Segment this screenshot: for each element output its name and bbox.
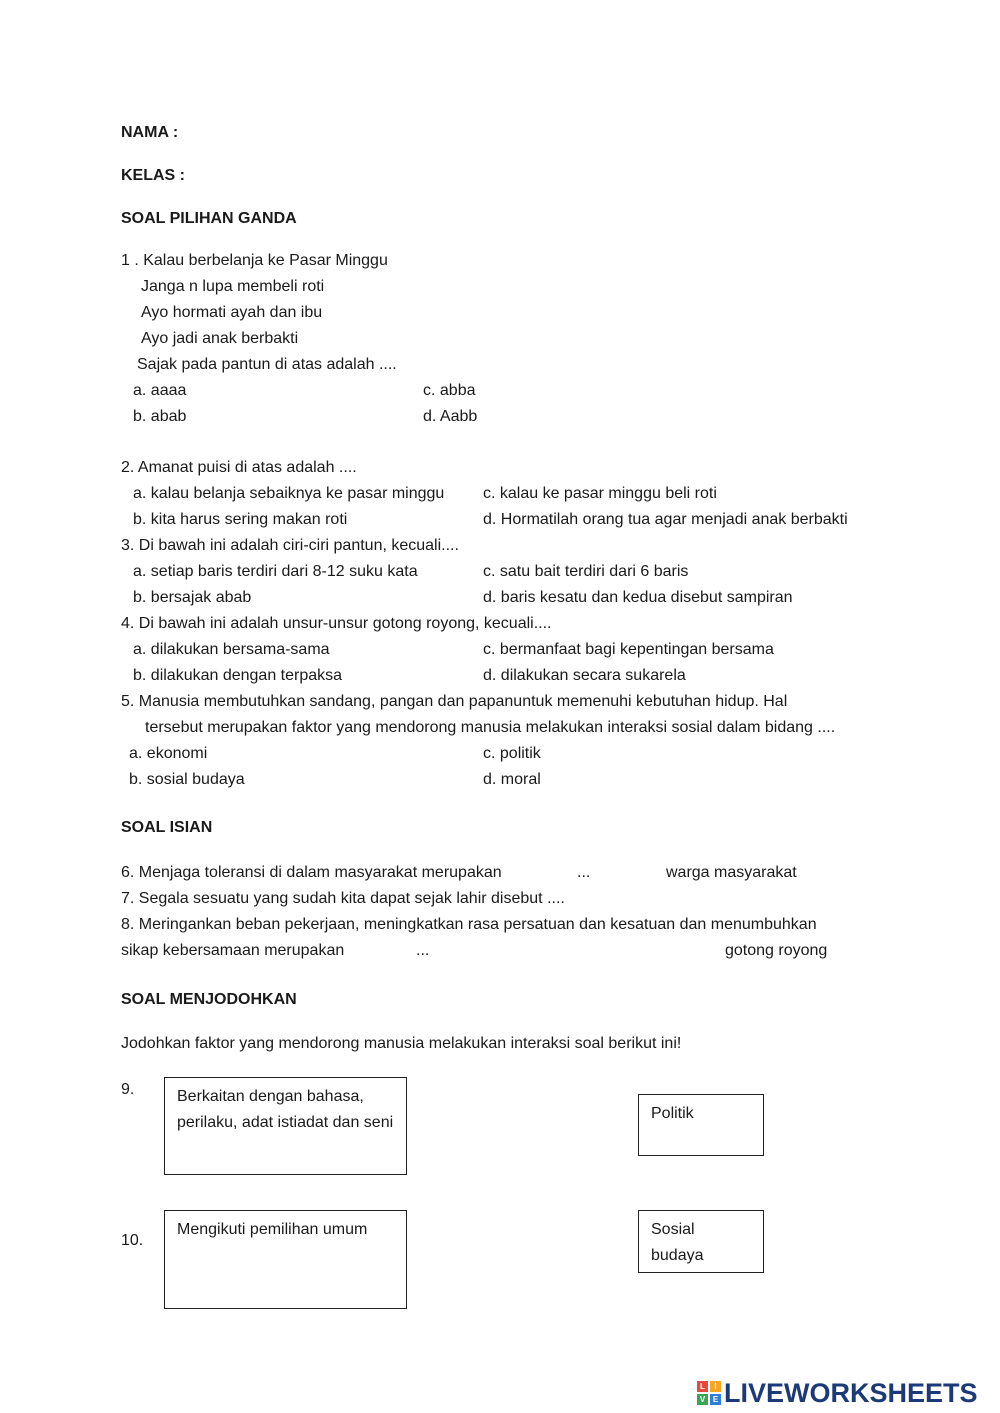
q1-option-b: b. abab (133, 408, 187, 425)
answer-box-politik[interactable]: Politik (638, 1094, 764, 1156)
q9-statement-box[interactable]: Berkaitan dengan bahasa, perilaku, adat istiadat dan seni (164, 1077, 407, 1175)
q1-line1: 1 . Kalau berbelanja ke Pasar Minggu (121, 252, 388, 269)
q6-after: warga masyarakat (666, 864, 797, 881)
q2-option-a: a. kalau belanja sebaiknya ke pasar minggu (133, 485, 445, 502)
q1-line4: Ayo jadi anak berbakti (141, 330, 299, 347)
liveworksheets-logo (697, 1377, 978, 1408)
q6-blank[interactable]: ... (577, 864, 591, 881)
q5-option-c: c. politik (483, 745, 541, 762)
q2-question: 2. Amanat puisi di atas adalah .... (121, 459, 357, 476)
q4-option-b: b. dilakukan dengan terpaksa (133, 667, 343, 684)
q8-line2: sikap kebersamaan merupakan (121, 942, 345, 959)
q1-option-d: d. Aabb (423, 408, 478, 425)
q7-text: 7. Segala sesuatu yang sudah kita dapat sejak lahir disebut .... (121, 890, 565, 907)
q6-text: 6. Menjaga toleransi di dalam masyarakat merupakan (121, 864, 502, 881)
q4-option-c: c. bermanfaat bagi kepentingan bersama (483, 641, 774, 658)
q10-statement-box[interactable]: Mengikuti pemilihan umum (164, 1210, 407, 1309)
q3-question: 3. Di bawah ini adalah ciri-ciri pantun, kecuali.... (121, 537, 459, 554)
q1-line3: Ayo hormati ayah dan ibu (141, 304, 323, 321)
q1-option-a: a. aaaa (133, 382, 187, 399)
q1-option-c: c. abba (423, 382, 476, 399)
q5-line2: tersebut merupakan faktor yang mendorong manusia melakukan interaksi sosial dalam bidang .... (145, 719, 836, 736)
kelas-label: KELAS : (121, 167, 185, 184)
q10-number: 10. (121, 1232, 144, 1249)
q4-question: 4. Di bawah ini adalah unsur-unsur gotong royong, kecuali.... (121, 615, 552, 632)
q4-option-d: d. dilakukan secara sukarela (483, 667, 686, 684)
logo-square: E (710, 1394, 721, 1405)
section-title-pilihan-ganda: SOAL PILIHAN GANDA (121, 210, 297, 227)
q2-option-c: c. kalau ke pasar minggu beli roti (483, 485, 717, 502)
q3-option-b: b. bersajak abab (133, 589, 252, 606)
section-title-isian: SOAL ISIAN (121, 819, 213, 836)
q3-option-c: c. satu bait terdiri dari 6 baris (483, 563, 689, 580)
q1-line2: Janga n lupa membeli roti (141, 278, 325, 295)
logo-square: L (697, 1381, 708, 1392)
q2-option-d: d. Hormatilah orang tua agar menjadi anak berbakti (483, 511, 848, 528)
logo-square: V (697, 1394, 708, 1405)
q8-blank[interactable]: ... (416, 942, 430, 959)
q9-number: 9. (121, 1081, 135, 1098)
answer-box-sosial-budaya[interactable]: Sosial budaya (638, 1210, 764, 1273)
matching-instruction: Jodohkan faktor yang mendorong manusia melakukan interaksi soal berikut ini! (121, 1035, 682, 1052)
q5-option-d: d. moral (483, 771, 541, 788)
logo-squares-icon (697, 1381, 721, 1405)
q5-line1: 5. Manusia membutuhkan sandang, pangan dan papanuntuk memenuhi kebutuhan hidup. Hal (121, 693, 788, 710)
section-title-menjodohkan: SOAL MENJODOHKAN (121, 991, 297, 1008)
logo-text: LIVEWORKSHEETS (724, 1377, 978, 1408)
q2-option-b: b. kita harus sering makan roti (133, 511, 348, 528)
q1-question: Sajak pada pantun di atas adalah .... (137, 356, 397, 373)
logo-square: I (710, 1381, 721, 1392)
q3-option-a: a. setiap baris terdiri dari 8-12 suku kata (133, 563, 418, 580)
nama-label: NAMA : (121, 124, 179, 141)
q8-line1: 8. Meringankan beban pekerjaan, meningkatkan rasa persatuan dan kesatuan dan menumbuhkan (121, 916, 817, 933)
q8-after: gotong royong (725, 942, 828, 959)
q3-option-d: d. baris kesatu dan kedua disebut sampiran (483, 589, 793, 606)
q4-option-a: a. dilakukan bersama-sama (133, 641, 330, 658)
q5-option-a: a. ekonomi (129, 745, 208, 762)
q5-option-b: b. sosial budaya (129, 771, 245, 788)
